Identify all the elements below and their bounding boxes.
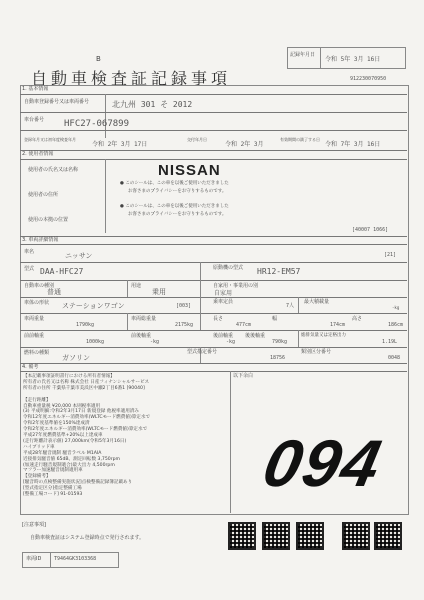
front-rear-axle-value: -kg bbox=[150, 339, 160, 345]
handwritten-number: 094 bbox=[257, 426, 389, 500]
notice-heading: [注意事項] bbox=[22, 522, 46, 528]
note-line: 所有者の住所 千葉県千葉市美浜区中瀬2丁目6番1 [90040] bbox=[23, 385, 145, 391]
maker-value: ニッサン bbox=[65, 252, 93, 260]
note-line: ハイブリッド車 bbox=[23, 444, 55, 450]
user-name-label: 使用者の氏名又は名称 bbox=[28, 167, 79, 173]
issue-value: 令和 2年 3月 bbox=[225, 141, 264, 148]
rear-front-axle-value: -kg bbox=[226, 339, 236, 345]
fuel-label: 燃料の種類 bbox=[24, 350, 50, 356]
gross-weight-value: 2175kg bbox=[175, 322, 194, 328]
vehicle-id-label: 車両ID bbox=[26, 556, 42, 562]
note-line: 平成28年騒音規制 騒音ラベル M1AIA bbox=[23, 450, 102, 456]
section3-heading: 3. 車両詳細情報 bbox=[22, 237, 59, 243]
issue-label: 交付年月日 bbox=[187, 137, 207, 142]
class-value: 0048 bbox=[388, 355, 401, 361]
sticker-note-4: お客さまのプライバシーをお守りするものです。 bbox=[128, 212, 227, 217]
sticker-note-2: お客さまのプライバシーをお守りするものです。 bbox=[128, 189, 227, 194]
qr-code-1 bbox=[228, 522, 256, 550]
maker-code: [21] bbox=[384, 252, 397, 258]
maker-label: 車名 bbox=[24, 249, 35, 255]
document-number: 912230070950 bbox=[350, 76, 387, 82]
b-mark: B bbox=[96, 55, 101, 63]
max-load-value: -kg bbox=[392, 305, 400, 310]
use-value: 乗用 bbox=[152, 288, 166, 296]
capacity-value: 7人 bbox=[286, 303, 295, 309]
shape-label: 車体の形状 bbox=[24, 300, 50, 306]
qr-code-4 bbox=[342, 522, 370, 550]
cert-label: 型式指定番号 bbox=[187, 349, 218, 355]
business-value: 自家用 bbox=[214, 290, 233, 297]
note-line: 令和2年度エネルギー消費効率(WLTCモード燃費値)算定水で bbox=[23, 427, 148, 433]
note-line: 令和2年度基準値を150%達成済 bbox=[23, 421, 90, 427]
weight-value: 1790kg bbox=[76, 322, 95, 328]
note-line: 令和12年度エネルギー消費効率(WLTCモード燃費値)算定水で bbox=[23, 415, 151, 421]
note-line: [型式指定区分]指定整備工場 bbox=[23, 486, 82, 492]
model-value: DAA-HFC27 bbox=[40, 267, 84, 276]
page-title: 自動車検査証記録事項 bbox=[31, 69, 232, 88]
expiry-value: 令和 7年 3月 16日 bbox=[325, 141, 381, 148]
chassis-value: HFC27-067899 bbox=[64, 119, 130, 129]
capacity-label: 乗車定員 bbox=[213, 299, 234, 305]
rear-axle-value: 790kg bbox=[272, 339, 288, 345]
note-line: 【本記載事項証明書行における所有者情報】 bbox=[23, 374, 115, 379]
section4-heading: 4. 備考 bbox=[22, 364, 39, 370]
width-label: 幅 bbox=[272, 316, 278, 322]
front-axle-label: 前前軸重 bbox=[24, 333, 45, 339]
first-reg-label: 登録年月又は初年度検査年月 bbox=[24, 137, 76, 142]
sticker-note-3: ● このシールは、この車を以後ご使用いただきました bbox=[120, 204, 229, 209]
displacement-label: 総排気量又は定格出力 bbox=[301, 333, 346, 338]
shape-value: ステーションワゴン bbox=[62, 302, 125, 310]
note-line: マフラー加速騒音規制適用車 bbox=[23, 468, 83, 474]
displacement-value: 1.19L bbox=[382, 339, 398, 345]
qr-code-5 bbox=[374, 522, 402, 550]
chassis-label: 車台番号 bbox=[24, 117, 45, 123]
max-load-label: 最大積載量 bbox=[304, 299, 330, 305]
note-line: 所有者の氏名又は名称 株式会社 日産フィナンシャルサービス bbox=[23, 379, 150, 385]
kind-value: 普通 bbox=[47, 288, 61, 296]
note-line: [整備工場コード] 91-01593 bbox=[23, 492, 83, 498]
model-label: 型式 bbox=[24, 266, 35, 272]
business-label: 自家用・事業用の別 bbox=[213, 283, 259, 289]
length-label: 長さ bbox=[213, 316, 224, 322]
note-line: (3) 平成明細:令和2年3月17日 新規登録 他税率適用済み bbox=[23, 409, 140, 415]
first-reg-value: 令和 2年 3月 17日 bbox=[92, 141, 148, 148]
shape-code: [003] bbox=[176, 303, 192, 309]
engine-value: HR12-EM57 bbox=[257, 267, 301, 276]
vehicle-id-value: T9464GK3103368 bbox=[54, 556, 97, 562]
nissan-logo: NISSAN bbox=[158, 162, 221, 179]
weight-label: 車両重量 bbox=[24, 316, 45, 322]
use-label: 用途 bbox=[131, 283, 142, 289]
class-label: 類別区分番号 bbox=[301, 349, 332, 355]
height-value: 186cm bbox=[388, 322, 404, 328]
record-date-label: 記録年月日 bbox=[290, 52, 316, 58]
expiry-label: 有効期間の満了する日 bbox=[280, 137, 320, 142]
note-line: 【登録備考】 bbox=[23, 474, 51, 480]
remarks-blank-label: 以下余白 bbox=[233, 373, 254, 379]
front-rear-axle-label: 前後軸重 bbox=[131, 333, 152, 339]
qr-code-2 bbox=[262, 522, 290, 550]
note-line: 近接排気騒音値 65dB、測定回転数 3,750rpm bbox=[23, 456, 120, 462]
note-line: [騒音時の点検整備実施状況]点検整備記録簿記載あり bbox=[23, 480, 133, 486]
length-value: 477cm bbox=[236, 322, 252, 328]
rear-front-axle-label: 後前軸重 bbox=[213, 333, 234, 339]
front-axle-value: 1000kg bbox=[86, 339, 105, 345]
note-line: 自動車重量税 ¥20,000 本則税率適用 bbox=[23, 403, 101, 409]
note-line: 【走行距離】 bbox=[23, 397, 51, 403]
gross-weight-label: 車両総重量 bbox=[131, 316, 157, 322]
kind-label: 自動車の種別 bbox=[24, 283, 55, 289]
width-value: 174cm bbox=[330, 322, 346, 328]
user-code: [40007 1066] bbox=[352, 227, 389, 233]
notice-text: 自動車検査証はシステム登録時点で発行されます。 bbox=[30, 535, 145, 541]
record-date-value: 令和 5年 3月 16日 bbox=[325, 56, 381, 63]
plate-label: 自動車登録番号又は車両番号 bbox=[24, 99, 90, 105]
cert-value: 18756 bbox=[270, 355, 286, 361]
engine-label: 原動機の型式 bbox=[213, 265, 244, 271]
note-line: (加速走行騒音規制適合)最大出力 4,500rpm bbox=[23, 462, 115, 468]
qr-code-3 bbox=[296, 522, 324, 550]
fuel-value: ガソリン bbox=[62, 354, 90, 362]
note-line: 平成27年度燃費基準+20%以上達成車 bbox=[23, 433, 103, 439]
rear-axle-label: 後後軸重 bbox=[245, 333, 266, 339]
sticker-note-1: ● このシールは、この車を以後ご使用いただきました bbox=[120, 181, 229, 186]
user-address-label: 使用者の住所 bbox=[28, 192, 59, 198]
plate-value: 北九州 301 そ 2012 bbox=[112, 100, 193, 109]
section2-heading: 2. 使用者情報 bbox=[22, 151, 54, 157]
base-location-label: 使用の本拠の位置 bbox=[28, 217, 69, 223]
section1-heading: 1. 基本情報 bbox=[22, 86, 49, 92]
remarks-notes bbox=[23, 374, 228, 498]
note-line: (走行距離計表示値) 27,000km(令和5年3月16日) bbox=[23, 438, 127, 444]
height-label: 高さ bbox=[352, 316, 363, 322]
